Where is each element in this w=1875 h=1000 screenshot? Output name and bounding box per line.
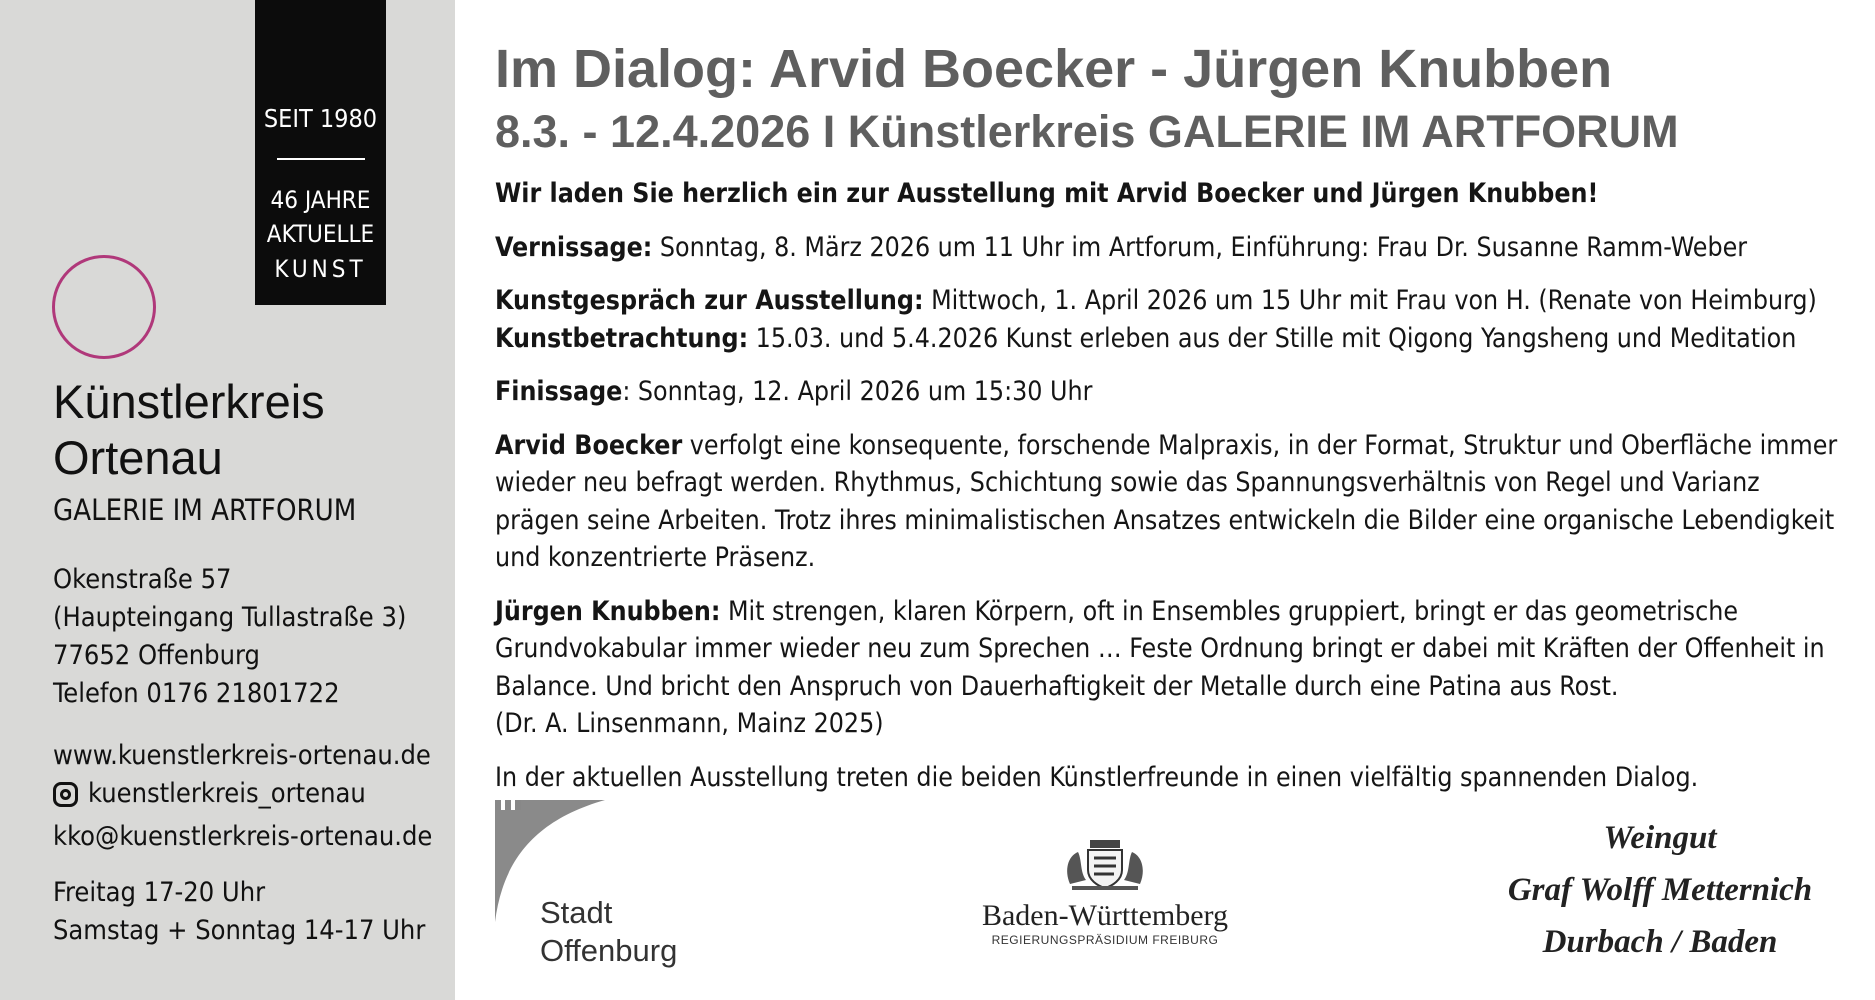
boecker-paragraph	[495, 427, 1845, 577]
address-entrance: (Haupteingang Tullastraße 3)	[53, 602, 407, 633]
winery-line2: Graf Wolff Metternich	[1507, 872, 1813, 908]
contemplation-line	[495, 320, 1845, 358]
badge-divider	[277, 158, 365, 160]
website-link[interactable]: www.kuenstlerkreis-ortenau.de	[53, 740, 431, 771]
contact-block	[53, 737, 432, 856]
instagram-handle: kuenstlerkreis_ortenau	[88, 778, 366, 809]
page-subtitle: 8.3. - 12.4.2026 I Künstlerkreis GALERIE IM ARTFORUM	[495, 106, 1679, 157]
closing-text: In der aktuellen Ausstellung treten die beiden Künstlerfreunde in einen vielfältig spannenden Dialog.	[495, 761, 1699, 793]
org-name-line2: Ortenau	[53, 431, 223, 484]
contemplation-text: 15.03. und 5.4.2026 Kunst erleben aus der Stille mit Qigong Yangsheng und Meditation	[748, 322, 1797, 354]
email-link[interactable]: kko@kuenstlerkreis-ortenau.de	[53, 820, 433, 852]
address-city: 77652 Offenburg	[53, 640, 260, 671]
address-phone[interactable]: Telefon 0176 21801722	[53, 678, 340, 709]
bw-coat-of-arms-icon	[1050, 836, 1160, 892]
opening-hours	[53, 874, 425, 950]
boecker-text: verfolgt eine konsequente, forschende Malpraxis, in der Format, Struktur und Oberfläche immer wieder neu befragt werden. Rhythmus, Schichtung sowie das Spannungsverhältnis von Regel und Varianz prägen seine Arbeiten. Trotz ihres minimalistischen Ansatzes entwickeln die Bilder eine organische Lebendigkeit und konzentrierte Präsenz.	[495, 429, 1838, 573]
org-name-line1: Künstlerkreis	[53, 375, 325, 428]
offenburg-line1: Stadt	[540, 895, 613, 930]
page-title: Im Dialog: Arvid Boecker - Jürgen Knubben	[495, 39, 1613, 99]
address-street: Okenstraße 57	[53, 564, 232, 595]
bw-name: Baden-Württemberg	[981, 899, 1229, 932]
offenburg-line2: Offenburg	[540, 933, 678, 968]
bw-subtitle: REGIERUNGSPRÄSIDIUM FREIBURG	[991, 933, 1219, 947]
contemplation-label: Kunstbetrachtung:	[495, 322, 749, 354]
address-block	[53, 561, 406, 713]
winery-line3: Durbach / Baden	[1542, 924, 1778, 960]
knubben-text: Mit strengen, klaren Körpern, oft in Ensembles gruppiert, bringt er das geometrische Grundvokabular immer wieder neu zum Sprechen … Feste Ordnung bringt er dabei mit Kräften der Offenheit in Balance. Und bricht den Anspruch von Dauerhaftigkeit der Metalle durch eine Patina aus Rost.	[495, 595, 1825, 702]
badge-kunst: KUNST	[274, 255, 367, 283]
talk-line	[495, 282, 1845, 320]
org-name	[53, 374, 325, 486]
offenburg-text	[540, 894, 677, 970]
instagram-icon	[53, 782, 78, 807]
talk-text: Mittwoch, 1. April 2026 um 15 Uhr mit Frau von H. (Renate von Heimburg)	[923, 285, 1817, 316]
finissage-line	[495, 373, 1845, 411]
vernissage-line	[495, 229, 1845, 267]
vernissage-text: Sonntag, 8. März 2026 um 11 Uhr im Artforum, Einführung: Frau Dr. Susanne Ramm-Weber	[652, 231, 1748, 263]
hours-friday: Freitag 17-20 Uhr	[53, 877, 266, 908]
instagram-link[interactable]	[53, 775, 366, 813]
finissage-label: Finissage	[495, 376, 623, 407]
talk-label: Kunstgespräch zur Ausstellung:	[495, 285, 924, 316]
sponsor-logos	[495, 800, 1875, 1000]
gallery-name: GALERIE IM ARTFORUM	[53, 493, 357, 527]
winery-logo	[1500, 812, 1820, 968]
vernissage-label: Vernissage:	[495, 231, 653, 263]
offenburg-logo	[495, 800, 715, 980]
badge-aktuelle: AKTUELLE	[266, 220, 375, 248]
finissage-text: : Sonntag, 12. April 2026 um 15:30 Uhr	[622, 376, 1093, 407]
logo-circle	[52, 255, 156, 359]
event-body	[495, 175, 1845, 796]
knubben-label: Jürgen Knubben:	[495, 595, 721, 627]
quote-source: (Dr. A. Linsenmann, Mainz 2025)	[495, 708, 884, 739]
badge-since: SEIT 1980	[263, 104, 378, 133]
hours-weekend: Samstag + Sonntag 14-17 Uhr	[53, 915, 426, 946]
badge-years: 46 JAHRE	[270, 186, 371, 214]
winery-line1: Weingut	[1603, 820, 1717, 856]
knubben-paragraph	[495, 593, 1845, 706]
bw-logo	[975, 836, 1235, 947]
since-badge	[255, 0, 386, 305]
invite-text	[495, 175, 1845, 213]
sidebar	[0, 0, 455, 1000]
invite-bold: Wir laden Sie herzlich ein zur Ausstellung mit Arvid Boecker und Jürgen Knubben!	[495, 178, 1599, 209]
boecker-label: Arvid Boecker	[495, 429, 683, 461]
